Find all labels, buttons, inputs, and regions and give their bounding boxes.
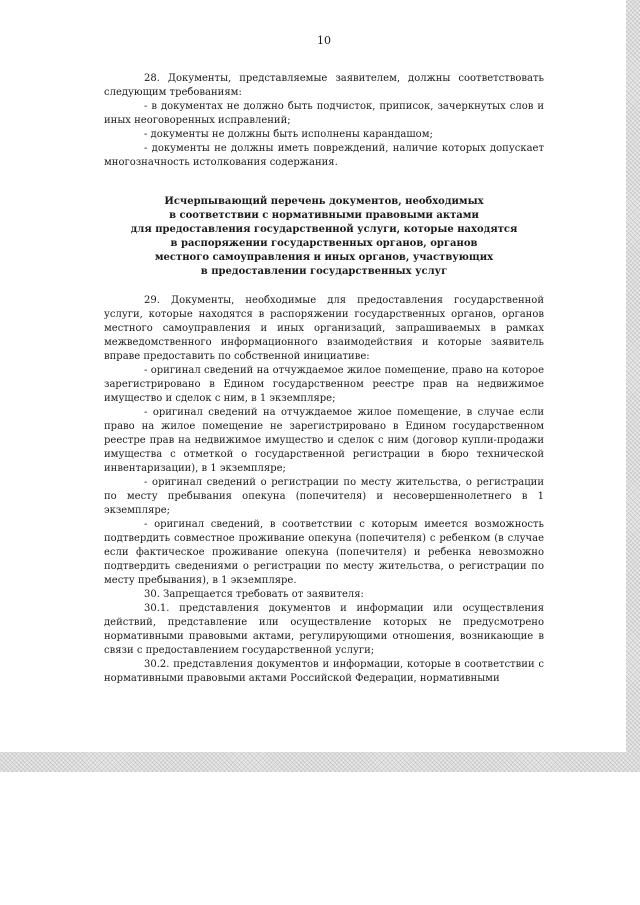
paragraph-29-intro: 29. Документы, необходимые для предоставления государственной услуги, которые находятся в распоряжении государственных органов, органов местного самоуправления и иных организаций, запрашиваемых в рамках межведомственного информационного взаимодействия и которые заявитель вправе предоставить по собственной инициативе: [104,295,544,362]
paragraph-29-item: - оригинал сведений, в соответствии с которым имеется возможность подтвердить совместное проживание опекуна (попечителя) с ребенком (в случае если фактическое проживание опекуна (попечителя) и ребенка невозможно подтвердить сведениями о регистрации по месту жительства, о регистрации по месту пребывания), в 1 экземпляре. [104,519,544,586]
heading-line: в предоставлении государственных услуг [200,266,448,277]
scan-border-right [626,0,640,770]
heading-line: для предоставления государственной услуги, которые находятся [130,224,518,235]
paragraph-30-item: 30.1. представления документов и информации или осуществления действий, представление или осуществление которых не предусмотрено нормативными правовыми актами, регулирующими отношения, возникающие в связи с предоставлением государственной услуги; [104,603,544,656]
paragraph-28-item: - в документах не должно быть подчисток, приписок, зачеркнутых слов и иных неоговоренных исправлений; [104,101,544,126]
page-number: 10 [317,34,331,47]
heading-line: в распоряжении государственных органов, органов [170,238,478,249]
paragraph-28-item: - документы не должны быть исполнены карандашом; [144,129,433,140]
paragraph-29-item: - оригинал сведений о регистрации по месту жительства, о регистрации по месту пребывания опекуна (попечителя) и несовершеннолетнего в 1 экземпляре; [104,477,544,516]
heading-line: местного самоуправления и иных органов, участвующих [154,252,494,263]
paragraph-29-item: - оригинал сведений на отчуждаемое жилое помещение, право на которое зарегистрировано в Едином государственном реестре прав на недвижимое имущество и сделок с ним, в 1 экземпляре; [104,365,544,404]
section-heading [104,195,544,279]
paragraph-29-item: - оригинал сведений на отчуждаемое жилое помещение, в случае если право на жилое помещение не зарегистрировано в Едином государственном реестре прав на недвижимое имущество и сделок с ним (договор купли-продажи имущества с отметкой о государственной регистрации в бюро технической инвентаризации), в 1 экземпляре; [104,407,544,474]
heading-line: Исчерпывающий перечень документов, необходимых [164,196,484,207]
paragraph-30-item: 30.2. представления документов и информации, которые в соответствии с нормативными правовыми актами Российской Федерации, нормативными [104,659,544,684]
section-28 [104,72,544,170]
paragraph-28-item: - документы не должны иметь повреждений, наличие которых допускает многозначность истолкования содержания. [104,143,544,168]
sections-29-30 [104,294,544,686]
scan-border-bottom [0,752,640,772]
paragraph-30-intro: 30. Запрещается требовать от заявителя: [144,589,364,600]
heading-line: в соответствии с нормативными правовыми актами [169,210,479,221]
paragraph-28-intro: 28. Документы, представляемые заявителем, должны соответствовать следующим требованиям: [104,73,544,98]
